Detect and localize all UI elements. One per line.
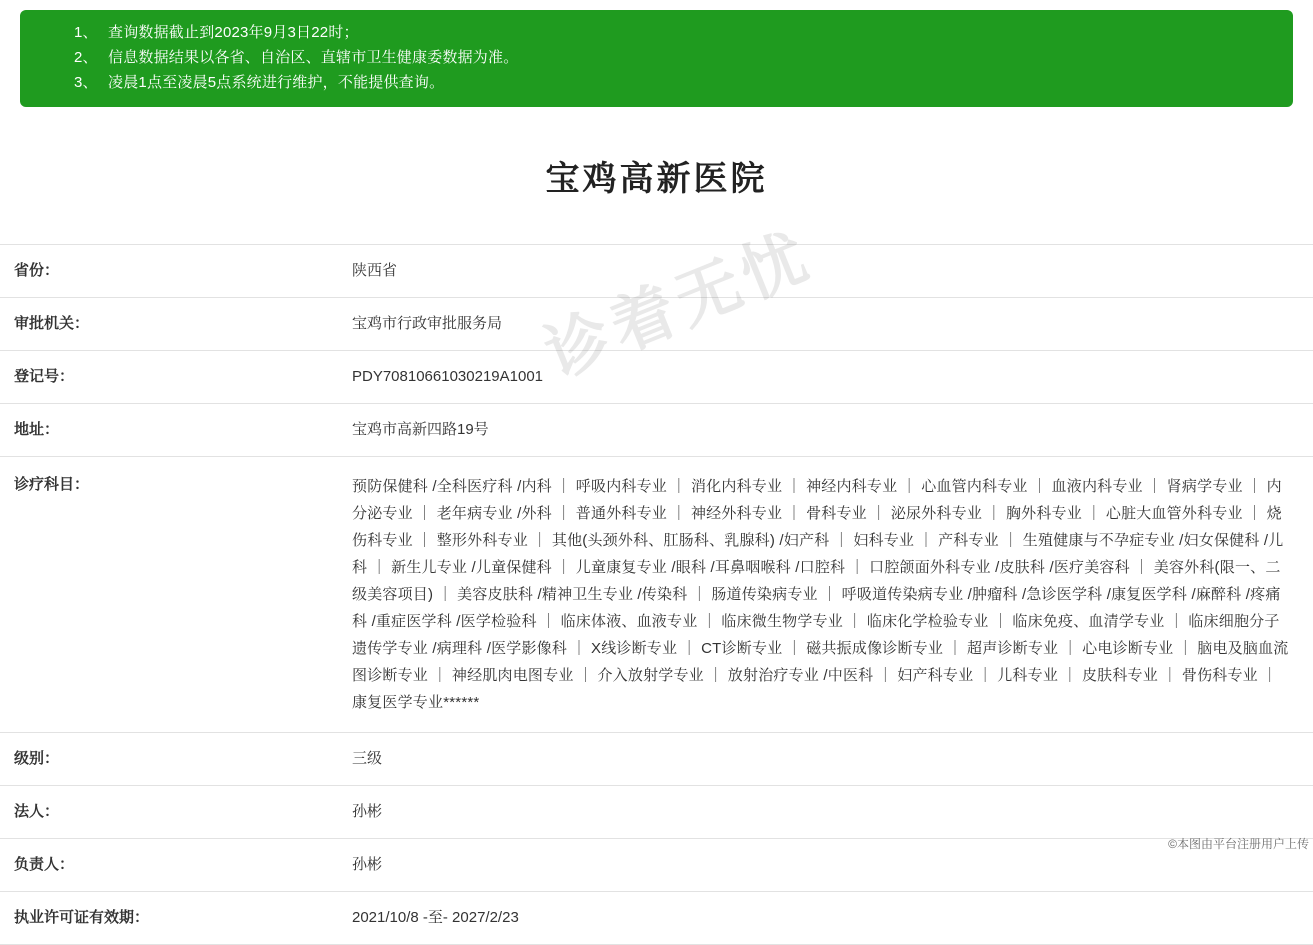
notice-item-text: 信息数据结果以各省、自治区、直辖市卫生健康委数据为准。 [108,49,519,66]
row-value-departments: 预防保健科 /全科医疗科 /内科 ｜ 呼吸内科专业 ｜ 消化内科专业 ｜ 神经内科专业 ｜ 心血管内科专业 ｜ 血液内科专业 ｜ 肾病学专业 ｜ 内分泌专业 ｜ 老年病专业 /外科 ｜ 普通外科专业 ｜ 神经外科专业 ｜ 骨科专业 ｜ 泌尿外科专业 ｜ 胸外科专业 ｜ 心脏大血管外科专业 ｜ 烧伤科专业 ｜ 整形外科专业 ｜ 其他(头颈外科、肛肠科、乳腺科) /妇产科 ｜ 妇科专业 ｜ 产科专业 ｜ 生殖健康与不孕症专业 /妇女保健科 /儿科 ｜ 新生儿专业 /儿童保健科 ｜ 儿童康复专业 /眼科 /耳鼻咽喉科 /口腔科 ｜ 口腔颌面外科专业 /皮肤科 /医疗美容科 ｜ 美容外科(限一、二级美容项目) ｜ 美容皮肤科 /精神卫生专业 /传染科 ｜ 肠道传染病专业 ｜ 呼吸道传染病专业 /肿瘤科 /急诊医学科 /康复医学科 /麻醉科 /疼痛科 /重症医学科 /医学检验科 ｜ 临床体液、血液专业 ｜ 临床微生物学专业 ｜ 临床化学检验专业 ｜ 临床免疫、血清学专业 ｜ 临床细胞分子遗传学专业 /病理科 /医学影像科 ｜ X线诊断专业 ｜ CT诊断专业 ｜ 磁共振成像诊断专业 ｜ 超声诊断专业 ｜ 心电诊断专业 ｜ 脑电及脑血流图诊断专业 ｜ 神经肌肉电图专业 ｜ 介入放射学专业 ｜ 放射治疗专业 /中医科 ｜ 妇产科专业 ｜ 儿科专业 ｜ 皮肤科专业 ｜ 骨伤科专业 ｜ 康复医学专业****** [352,478,1289,711]
watermark-bottom-right: ©本图由平台注册用户上传 [1168,837,1309,851]
row-label: 负责人： [14,856,75,873]
notice-item [38,70,1275,95]
row-label: 省份： [14,262,60,279]
notice-item-text: 查询数据截止到2023年9月3日22时； [108,24,359,41]
table-row [0,351,1313,404]
notice-list [38,20,1275,95]
table-row [0,839,1313,892]
notice-banner [20,10,1293,107]
row-value: 宝鸡市行政审批服务局 [352,315,503,332]
table-row [0,404,1313,457]
row-value: 孙彬 [352,803,383,820]
row-label: 审批机关： [14,315,90,332]
row-label: 执业许可证有效期： [14,909,150,926]
row-value: 陕西省 [352,262,398,279]
page-title: 宝鸡高新医院 [545,160,768,198]
row-value: 宝鸡市高新四路19号 [352,421,489,438]
row-value: PDY70810661030219A1001 [352,368,544,385]
row-value: 2021/10/8 -至- 2027/2/23 [352,909,519,926]
table-row [0,733,1313,786]
table-row [0,786,1313,839]
notice-item-number: 1、 [74,24,98,41]
row-label: 诊疗科目： [14,476,90,493]
table-row [0,298,1313,351]
notice-item-text: 凌晨1点至凌晨5点系统进行维护，不能提供查询。 [108,74,445,91]
row-label: 法人： [14,803,60,820]
table-row-departments [0,457,1313,733]
hospital-info-table [0,244,1313,945]
row-label: 登记号： [14,368,75,385]
notice-item [38,20,1275,45]
table-row [0,892,1313,945]
notice-item [38,45,1275,70]
watermark-center: 诊着无忧 [535,219,823,393]
notice-item-number: 2、 [74,49,98,66]
row-label: 地址： [14,421,60,438]
row-value: 三级 [352,750,383,767]
row-label: 级别： [14,750,60,767]
notice-item-number: 3、 [74,74,98,91]
row-value: 孙彬 [352,856,383,873]
table-row [0,245,1313,298]
